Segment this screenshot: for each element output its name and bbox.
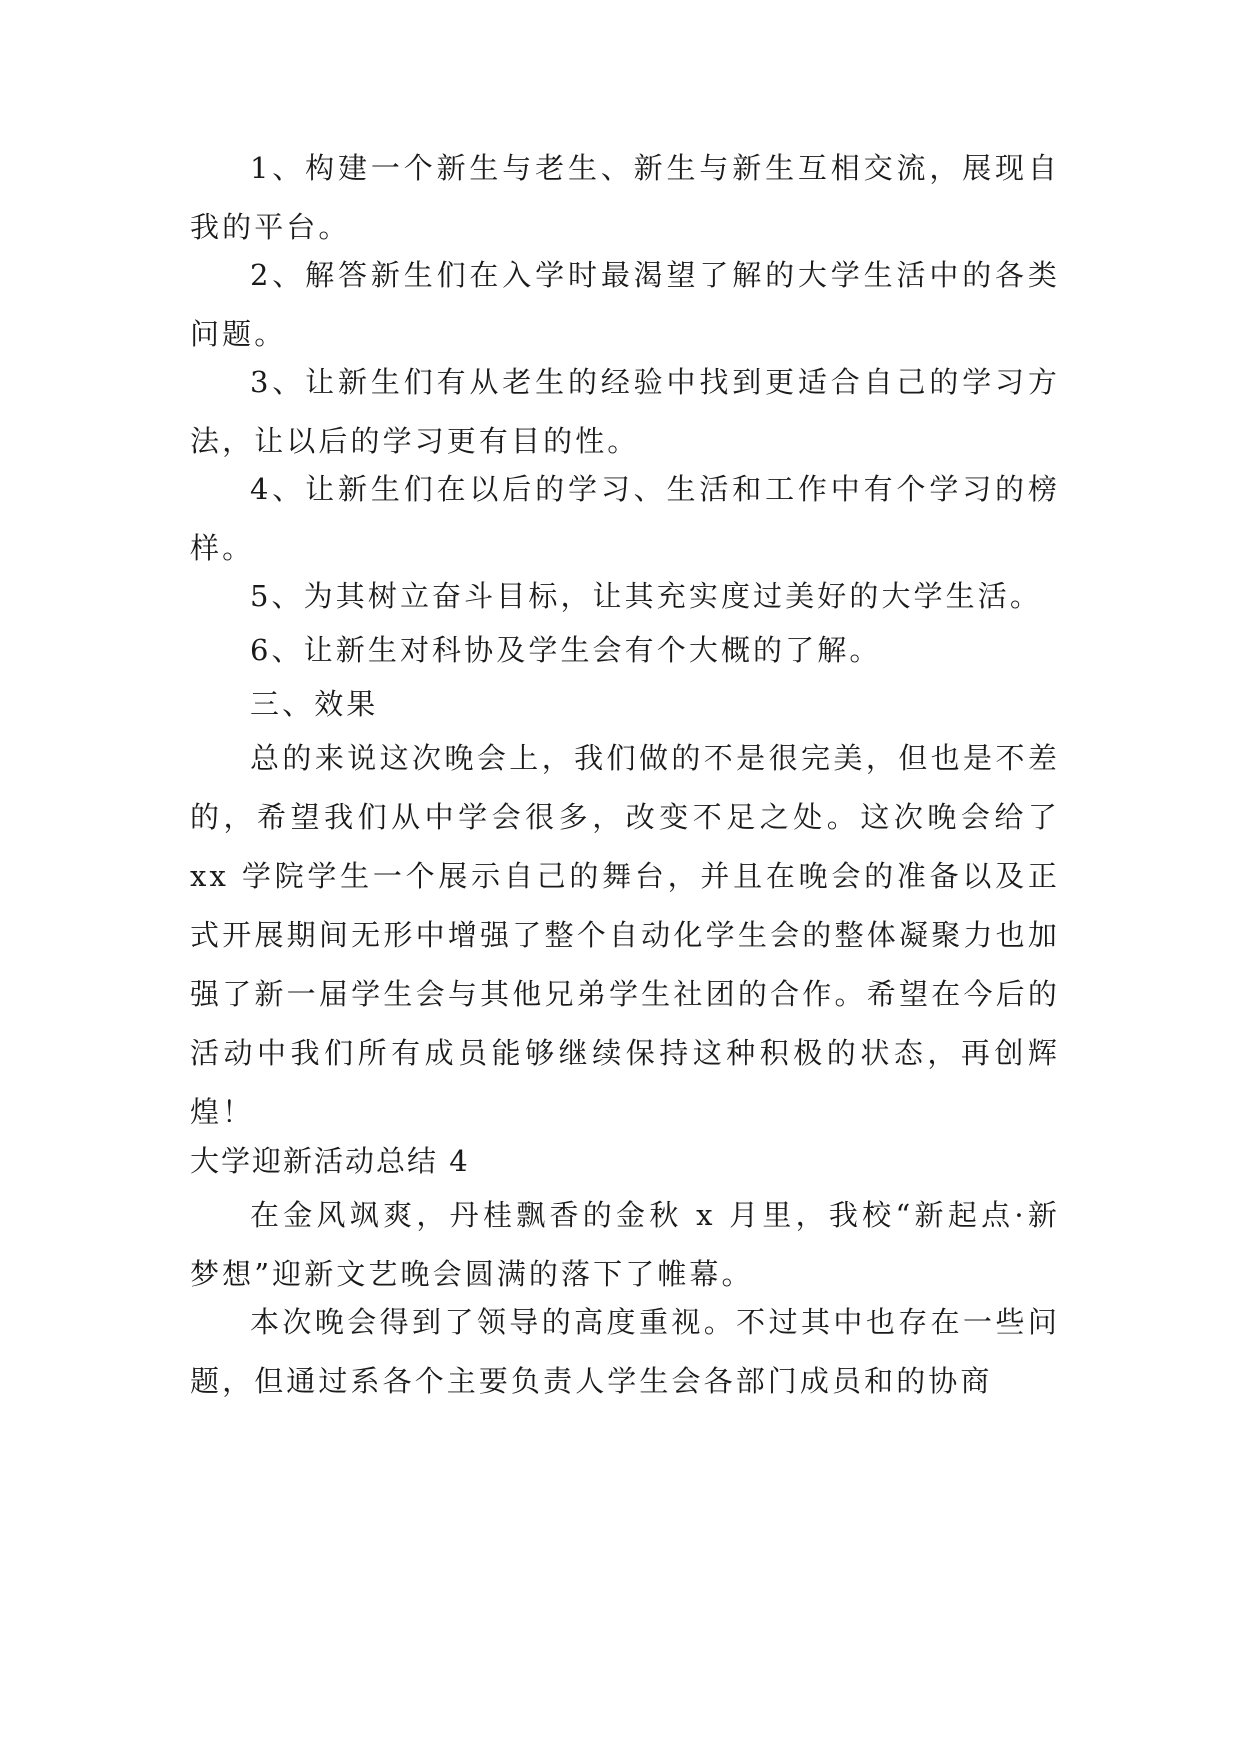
list-item-1: 1、构建一个新生与老生、新生与新生互相交流，展现自我的平台。 <box>190 151 1060 244</box>
list-item-3: 3、让新生们有从老生的经验中找到更适合自己的学习方法，让以后的学习更有目的性。 <box>190 365 1060 458</box>
list-item-4: 4、让新生们在以后的学习、生活和工作中有个学习的榜样。 <box>190 472 1060 565</box>
section-title-4: 大学迎新活动总结 4 <box>190 1144 470 1178</box>
paragraph-4-1: 在金风飒爽，丹桂飘香的金秋 x 月里，我校“新起点·新梦想”迎新文艺晚会圆满的落下了帷幕。 <box>190 1198 1060 1291</box>
section-heading-effect: 三、效果 <box>250 687 379 721</box>
list-item-5: 5、为其树立奋斗目标，让其充实度过美好的大学生活。 <box>250 579 1042 613</box>
effect-paragraph: 总的来说这次晚会上，我们做的不是很完美，但也是不差的，希望我们从中学会很多，改变不足之处。这次晚会给了 xx 学院学生一个展示自己的舞台，并且在晚会的准备以及正式开展期间无形中增强了整个自动化学生会的整体凝聚力也加强了新一届学生会与其他兄弟学生社团的合作。希望在今后的活动中我们所有成员能够继续保持这种积极的状态，再创辉煌！ <box>190 741 1060 1129</box>
list-item-6: 6、让新生对科协及学生会有个大概的了解。 <box>250 633 882 667</box>
list-item-2: 2、解答新生们在入学时最渴望了解的大学生活中的各类问题。 <box>190 258 1060 351</box>
paragraph-4-2: 本次晚会得到了领导的高度重视。不过其中也存在一些问题，但通过系各个主要负责人学生会各部门成员和的协商 <box>190 1305 1060 1398</box>
